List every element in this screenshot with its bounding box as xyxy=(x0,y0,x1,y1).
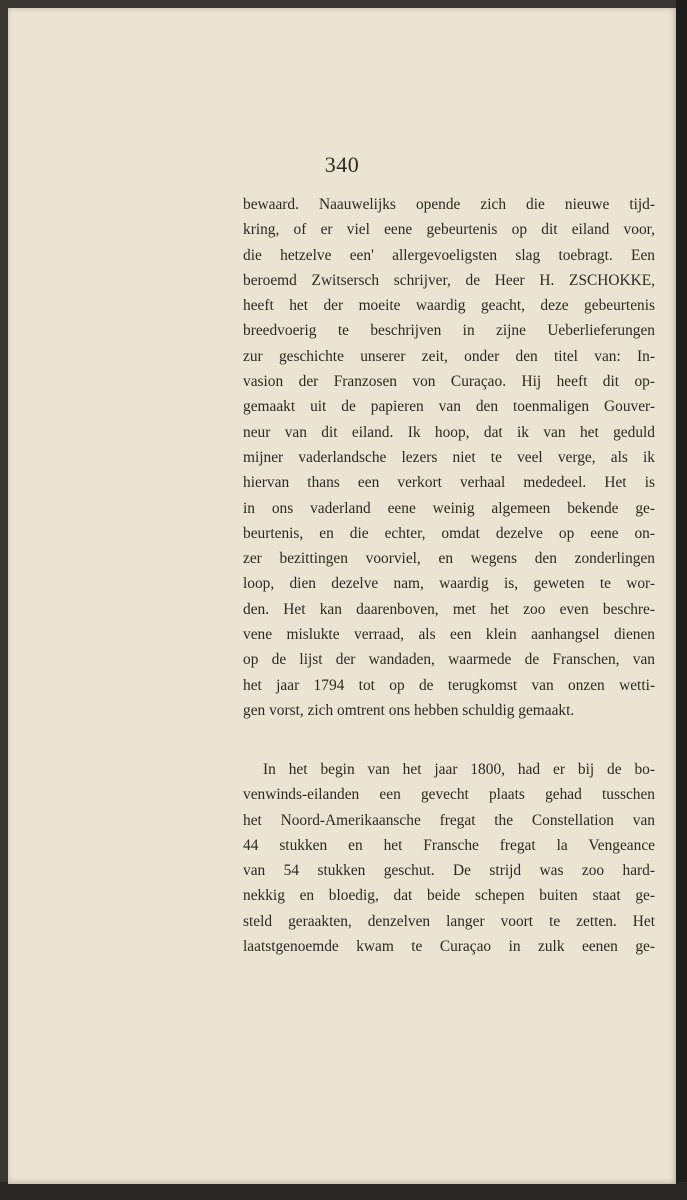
paragraph-2 xyxy=(243,757,655,959)
paragraph-1 xyxy=(243,192,655,723)
page-number: 340 xyxy=(324,152,360,177)
text-line: laatstgenoemde kwam te Curaçao in zulk eenen ge- xyxy=(243,938,655,956)
text-line: breedvoerig te beschrijven in zijne Ueberlieferungen xyxy=(243,322,655,340)
text-line: bewaard. Naauwelijks opende zich die nieuwe tijd- xyxy=(243,196,655,213)
text-line: die hetzelve een' allergevoeligsten slag toebragt. Een xyxy=(243,246,655,264)
text-line: nekkig en bloedig, dat beide schepen buiten staat ge- xyxy=(243,887,655,905)
text-line: in ons vaderland eene weinig algemeen bekende ge- xyxy=(243,499,655,517)
text-line: zer bezittingen voorviel, en wegens den zonderlingen xyxy=(243,550,655,568)
text-line: het jaar 1794 tot op de terugkomst van onzen wetti- xyxy=(243,676,655,694)
scan-edge-bottom xyxy=(0,1182,687,1200)
text-line: den. Het kan daarenboven, met het zoo even beschre- xyxy=(243,600,655,618)
text-line: neur van dit eiland. Ik hoop, dat ik van het geduld xyxy=(243,423,655,441)
text-line: vene mislukte verraad, als een klein aanhangsel dienen xyxy=(243,626,655,644)
text-line: kring, of er viel eene gebeurtenis op dit eiland voor, xyxy=(243,221,655,239)
book-page xyxy=(8,8,676,1184)
text-line: heeft het der moeite waardig geacht, deze gebeurtenis xyxy=(243,297,655,315)
text-line: loop, dien dezelve nam, waardig is, geweten te wor- xyxy=(243,575,655,593)
text-line: zur geschichte unserer zeit, onder den titel van: In- xyxy=(243,347,655,365)
text-line: mijner vaderlandsche lezers niet te veel verge, als ik xyxy=(243,448,655,466)
text-line: van 54 stukken geschut. De strijd was zoo hard- xyxy=(243,862,655,880)
text-line: het Noord-Amerikaansche fregat the Constellation van xyxy=(243,811,655,829)
scan-edge-right xyxy=(676,0,687,1200)
text-line: beurtenis, en die echter, omdat dezelve op eene on- xyxy=(243,524,655,542)
text-line: hiervan thans een verkort verhaal mededeel. Het is xyxy=(243,474,655,492)
text-line: beroemd Zwitsersch schrijver, de Heer H. ZSCHOKKE, xyxy=(243,271,655,289)
text-line: In het begin van het jaar 1800, had er bij de bo- xyxy=(263,761,655,778)
text-line: gen vorst, zich omtrent ons hebben schuldig gemaakt. xyxy=(243,701,575,719)
text-line: 44 stukken en het Fransche fregat la Vengeance xyxy=(243,836,655,854)
text-line: op de lijst der wandaden, waarmede de Franschen, van xyxy=(243,651,655,669)
text-line: vasion der Franzosen von Curaçao. Hij heeft dit op- xyxy=(243,373,655,391)
text-line: venwinds-eilanden een gevecht plaats gehad tusschen xyxy=(243,786,655,804)
text-line: steld geraakten, denzelven langer voort te zetten. Het xyxy=(243,912,655,930)
text-line: gemaakt uit de papieren van den toenmaligen Gouver- xyxy=(243,398,655,416)
